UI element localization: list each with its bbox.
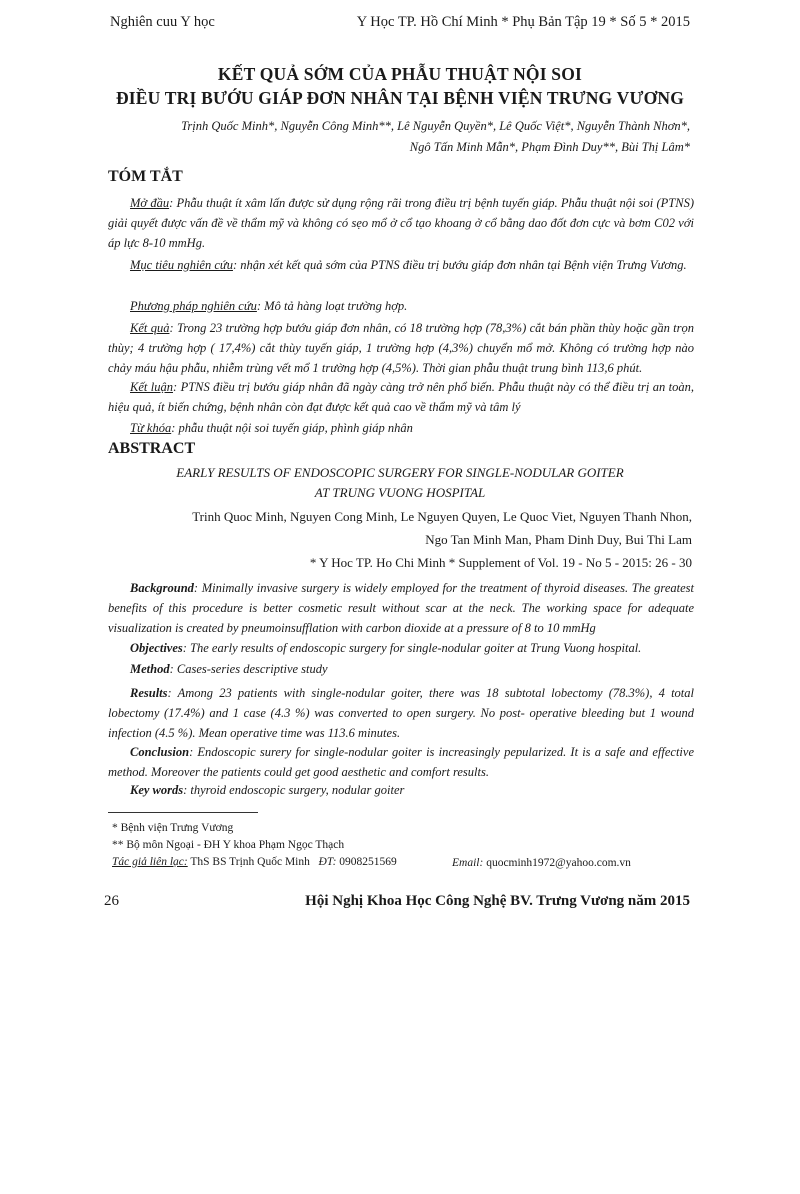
running-header-right: Y Học TP. Hồ Chí Minh * Phụ Bản Tập 19 * Số 5 * 2015 [356,14,690,30]
footnote-email [452,857,631,869]
article-title-line2: ĐIỀU TRỊ BƯỚU GIÁP ĐƠN NHÂN TẠI BỆNH VIỆN TRƯNG VƯƠNG [115,88,685,108]
vi-intro-label: Mở đầu [130,196,170,210]
authors-line2: Ngô Tấn Minh Mẫn*, Phạm Đình Duy**, Bùi Thị Lâm* [409,140,690,154]
footnote-separator [108,812,258,813]
vi-conclusion-text: : PTNS điều trị bướu giáp nhân đã ngày càng trở nên phổ biến. Phẫu thuật này có thể điều trị an toàn, hiệu quả, ít biến chứng, bệnh nhân còn đạt được kết quả cao về thẩm mỹ và tâm lý [108,380,694,414]
en-method-paragraph [108,659,694,679]
en-objectives-text: : The early results of endoscopic surgery for single-nodular goiter at Trung Vuong hospital. [182,641,642,655]
contact-label: Tác giả liên lạc: [112,856,188,868]
vi-conclusion-paragraph [108,377,694,417]
vi-intro-text: : Phẫu thuật ít xâm lấn được sử dụng rộng rãi trong điều trị bệnh tuyến giáp. Phẫu thuật nội soi (PTNS) giải quyết được vấn đề về thẩm mỹ và không có sẹo mổ ở cổ tạo khoang ở cổ bằng dao đốt đơn cực và bơm C02 với áp lực 8-10 mmHg. [108,196,694,250]
vi-objective-paragraph [108,255,694,275]
vi-keywords-label: Từ khóa [130,421,172,435]
en-objectives-paragraph [108,638,694,658]
footnote-contact [112,856,397,868]
running-header-left: Nghiên cuu Y học [110,14,215,30]
en-results-text: : Among 23 patients with single-nodular goiter, there was 18 subtotal lobectomy (78.3%), 4 total lobectomy (17.4%) and 1 case (4.3 %) was converted to open surgery. No post- operative bleeding but 1 wound infection (4.5 %). Mean operative time was 113.6 minutes. [108,686,694,740]
en-conclusion-text: : Endoscopic surery for single-nodular goiter is increasingly pepularized. It is a safe and effective method. Moreover the patients could get good aesthetic and comfort results. [108,745,694,779]
en-title-line1: EARLY RESULTS OF ENDOSCOPIC SURGERY FOR SINGLE-NODULAR GOITER [176,465,624,480]
vi-results-label: Kết quả [130,321,170,335]
en-authors-line2: Ngo Tan Minh Man, Pham Dinh Duy, Bui Thi Lam [425,532,692,547]
contact-name: ThS BS Trịnh Quốc Minh [190,856,310,868]
en-abstract-heading: ABSTRACT [108,440,196,457]
en-method-label: Method [130,662,170,676]
vi-method-text: : Mô tả hàng loạt trường hợp. [256,299,408,313]
en-conclusion-paragraph [108,742,694,782]
en-background-label: Background [130,581,194,595]
en-keywords-text: : thyroid endoscopic surgery, nodular goiter [183,783,405,797]
footnote-affiliation-2: ** Bộ môn Ngoại - ĐH Y khoa Phạm Ngọc Thạch [112,839,345,851]
en-objectives-label: Objectives [130,641,183,655]
en-title-line2: AT TRUNG VUONG HOSPITAL [314,485,486,500]
en-authors-line1: Trinh Quoc Minh, Nguyen Cong Minh, Le Nguyen Quyen, Le Quoc Viet, Nguyen Thanh Nhon, [192,509,692,524]
vi-conclusion-label: Kết luận [130,380,173,394]
article-title-line1: KẾT QUẢ SỚM CỦA PHẪU THUẬT NỘI SOI [217,64,583,84]
vi-method-label: Phương pháp nghiên cứu [130,299,257,313]
en-results-label: Results [130,686,168,700]
vi-summary-heading: TÓM TẮT [108,168,183,185]
en-results-paragraph [108,683,694,743]
en-conclusion-label: Conclusion [130,745,190,759]
vi-objective-label: Mục tiêu nghiên cứu [130,258,233,272]
en-keywords-label: Key words [130,783,184,797]
en-citation: * Y Hoc TP. Ho Chi Minh * Supplement of Vol. 19 - No 5 - 2015: 26 - 30 [309,555,692,570]
vi-method-paragraph [108,296,694,316]
en-keywords-paragraph [108,780,694,800]
phone-label: ĐT: [318,856,337,868]
vi-results-paragraph [108,318,694,378]
vi-keywords-text: : phẫu thuật nội soi tuyến giáp, phình giáp nhân [171,421,413,435]
email-label: Email: [452,857,484,869]
vi-results-text: : Trong 23 trường hợp bướu giáp đơn nhân, có 18 trường hợp (78,3%) cắt bán phần thùy hoặc gần trọn thùy; 4 trường hợp ( 17,4%) cắt thùy tuyến giáp, 1 trường hợp (4,3%) chuyển mổ mở. Không có trường hợp nào chảy máu hậu phẫu, nhiễm trùng vết mổ 1 trường hợp (4,5%). Thời gian phẫu thuật trung bình 113,6 phút. [108,321,695,375]
conference-footer: Hội Nghị Khoa Học Công Nghệ BV. Trưng Vương năm 2015 [305,893,690,909]
en-method-text: : Cases-series descriptive study [169,662,328,676]
en-background-text: : Minimally invasive surgery is widely employed for the treatment of thyroid diseases. The greatest benefits of this procedure is better cosmetic result without scar at the neck. The working space for adequate visualization is created by pneumoinsufflation with carbon dioxide at a pressure of 8 to 10 mmHg [108,581,694,635]
vi-objective-text: : nhận xét kết quả sớm của PTNS điều trị bướu giáp đơn nhân tại Bệnh viện Trưng Vương. [232,258,687,272]
contact-phone: 0908251569 [339,856,397,868]
vi-intro-paragraph [108,193,694,253]
en-background-paragraph [108,578,694,638]
vi-keywords-paragraph [108,418,694,438]
contact-email: quocminh1972@yahoo.com.vn [486,857,631,869]
footnote-affiliation-1: * Bệnh viện Trưng Vương [112,822,234,834]
page-number: 26 [104,893,119,909]
authors-line1: Trịnh Quốc Minh*, Nguyễn Công Minh**, Lê Nguyễn Quyền*, Lê Quốc Việt*, Nguyễn Thành Nhơn*, [181,119,690,133]
